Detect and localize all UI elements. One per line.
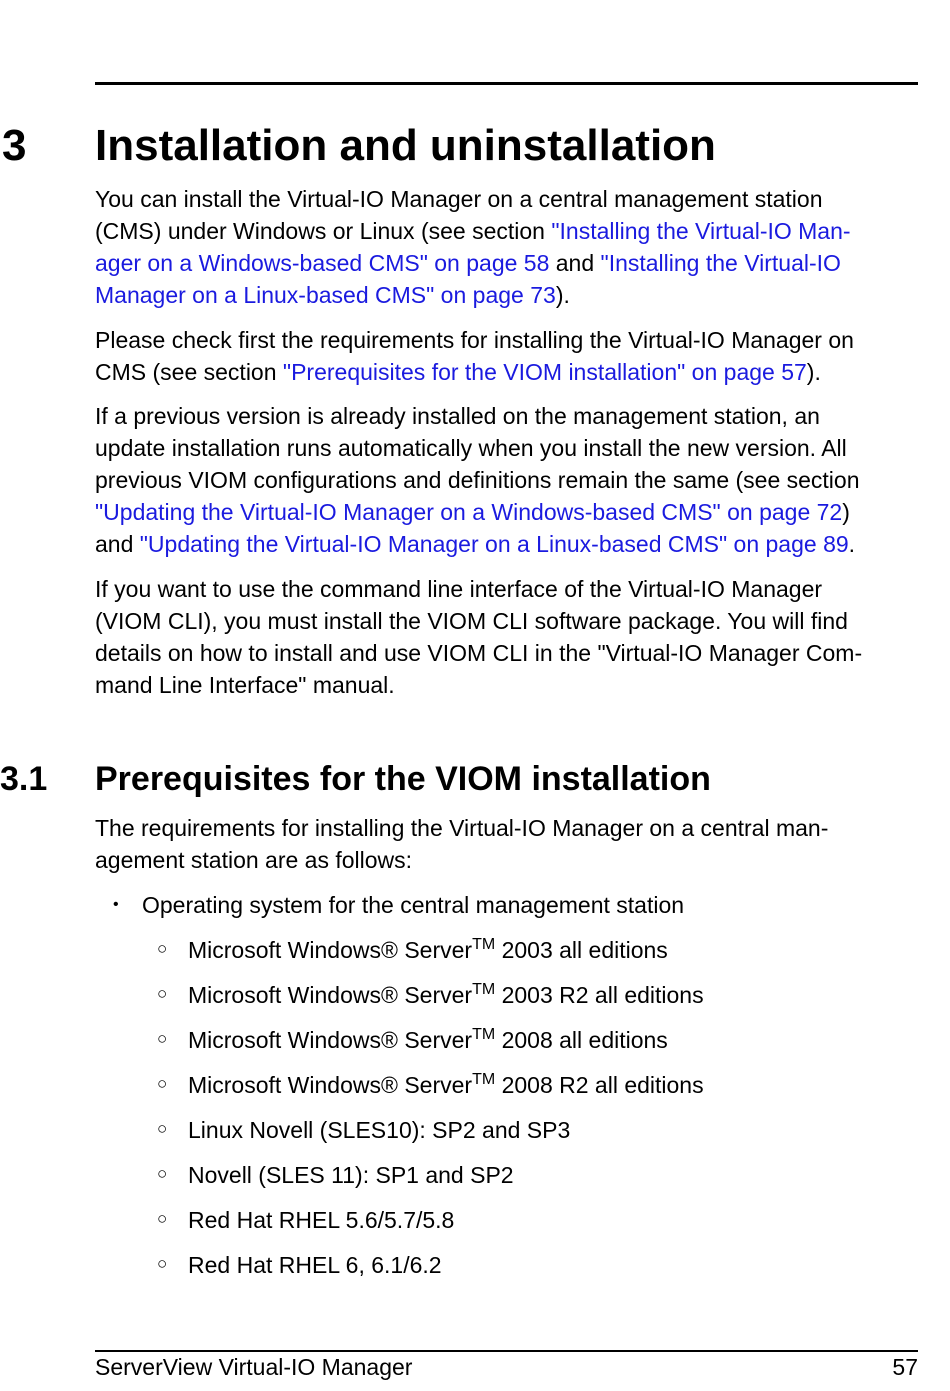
circle-bullet-icon: ○ bbox=[157, 1254, 168, 1273]
text-line bbox=[95, 279, 905, 311]
intro-paragraph-2 bbox=[95, 324, 905, 388]
link-installing-windows[interactable]: "Installing the Virtual-IO Man- bbox=[551, 218, 851, 244]
text-span: . bbox=[848, 531, 856, 557]
text-line: agement station are as follows: bbox=[95, 847, 413, 873]
sub-item-text: Red Hat RHEL 6, 6.1/6.2 bbox=[188, 1252, 442, 1278]
intro-paragraph-3 bbox=[95, 400, 905, 560]
text-line: If you want to use the command line interface of the Virtual-IO Manager bbox=[95, 576, 823, 602]
chapter-number: 3 bbox=[2, 121, 27, 170]
circle-bullet-icon: ○ bbox=[157, 1074, 168, 1093]
circle-bullet-icon: ○ bbox=[157, 1209, 168, 1228]
circle-bullet-icon: ○ bbox=[157, 1164, 168, 1183]
text-line: update installation runs automatically when you install the new version. All bbox=[95, 435, 847, 461]
text-span: ). bbox=[806, 359, 821, 385]
page-number: 57 bbox=[892, 1354, 918, 1380]
text-span: 2008 R2 all editions bbox=[495, 1072, 704, 1098]
text-span: ). bbox=[555, 282, 570, 308]
text-span: ) bbox=[842, 499, 850, 525]
text-line: You can install the Virtual-IO Manager on a central management station bbox=[95, 186, 823, 212]
text-line bbox=[95, 356, 905, 388]
link-installing-linux[interactable]: "Installing the Virtual-IO bbox=[600, 250, 841, 276]
text-line: Please check first the requirements for installing the Virtual-IO Manager on bbox=[95, 327, 854, 353]
circle-bullet-icon: ○ bbox=[157, 1029, 168, 1048]
text-span: Microsoft Windows® Server bbox=[188, 982, 473, 1008]
section-paragraph bbox=[95, 812, 905, 876]
bullet-text: Operating system for the central management station bbox=[142, 892, 685, 918]
text-span: Microsoft Windows® Server bbox=[188, 1027, 473, 1053]
footer-title: ServerView Virtual-IO Manager bbox=[95, 1354, 413, 1380]
text-line: If a previous version is already installed on the management station, an bbox=[95, 403, 820, 429]
trademark-sup: TM bbox=[472, 1071, 496, 1088]
text-line: details on how to install and use VIOM CLI in the "Virtual-IO Manager Com- bbox=[95, 640, 863, 666]
link-prerequisites[interactable]: "Prerequisites for the VIOM installation" on page 57 bbox=[282, 359, 807, 385]
text-span: 2008 all editions bbox=[495, 1027, 668, 1053]
text-line bbox=[95, 528, 905, 560]
text-line bbox=[95, 247, 905, 279]
circle-bullet-icon: ○ bbox=[157, 939, 168, 958]
sub-item-text: Novell (SLES 11): SP1 and SP2 bbox=[188, 1162, 514, 1188]
chapter-title: Installation and uninstallation bbox=[95, 121, 716, 170]
trademark-sup: TM bbox=[472, 1026, 496, 1043]
trademark-sup: TM bbox=[472, 981, 496, 998]
text-line: previous VIOM configurations and definitions remain the same (see section bbox=[95, 467, 860, 493]
section-number: 3.1 bbox=[0, 760, 48, 798]
text-span: CMS (see section bbox=[95, 359, 283, 385]
sub-item-text bbox=[188, 979, 704, 1011]
sub-item-text bbox=[188, 934, 668, 966]
intro-paragraph-4 bbox=[95, 573, 905, 701]
circle-bullet-icon: ○ bbox=[157, 1119, 168, 1138]
intro-paragraph-1 bbox=[95, 183, 905, 311]
link-updating-linux[interactable]: "Updating the Virtual-IO Manager on a Linux-based CMS" on page 89 bbox=[139, 531, 849, 557]
link-updating-windows[interactable]: "Updating the Virtual-IO Manager on a Windows-based CMS" on page 72 bbox=[95, 499, 843, 525]
text-span: 2003 R2 all editions bbox=[495, 982, 704, 1008]
link-installing-windows-cont[interactable]: ager on a Windows-based CMS" on page 58 bbox=[95, 250, 550, 276]
text-line: mand Line Interface" manual. bbox=[95, 672, 395, 698]
text-span: (CMS) under Windows or Linux (see section bbox=[95, 218, 552, 244]
text-line bbox=[95, 215, 905, 247]
sub-item-text: Red Hat RHEL 5.6/5.7/5.8 bbox=[188, 1207, 455, 1233]
text-line: (VIOM CLI), you must install the VIOM CLI software package. You will find bbox=[95, 608, 848, 634]
text-line: The requirements for installing the Virtual-IO Manager on a central man- bbox=[95, 815, 829, 841]
sub-item-text bbox=[188, 1024, 668, 1056]
circle-bullet-icon: ○ bbox=[157, 984, 168, 1003]
link-installing-linux-cont[interactable]: Manager on a Linux-based CMS" on page 73 bbox=[95, 282, 556, 308]
text-span: and bbox=[549, 250, 601, 276]
text-span: 2003 all editions bbox=[495, 937, 668, 963]
sub-item-text bbox=[188, 1069, 704, 1101]
text-span: and bbox=[95, 531, 140, 557]
text-span: Microsoft Windows® Server bbox=[188, 1072, 473, 1098]
text-line bbox=[95, 496, 905, 528]
text-span: Microsoft Windows® Server bbox=[188, 937, 473, 963]
header-rule bbox=[95, 82, 918, 85]
bullet-icon: • bbox=[113, 896, 119, 913]
trademark-sup: TM bbox=[472, 936, 496, 953]
sub-item-text: Linux Novell (SLES10): SP2 and SP3 bbox=[188, 1117, 571, 1143]
section-title: Prerequisites for the VIOM installation bbox=[95, 760, 711, 798]
